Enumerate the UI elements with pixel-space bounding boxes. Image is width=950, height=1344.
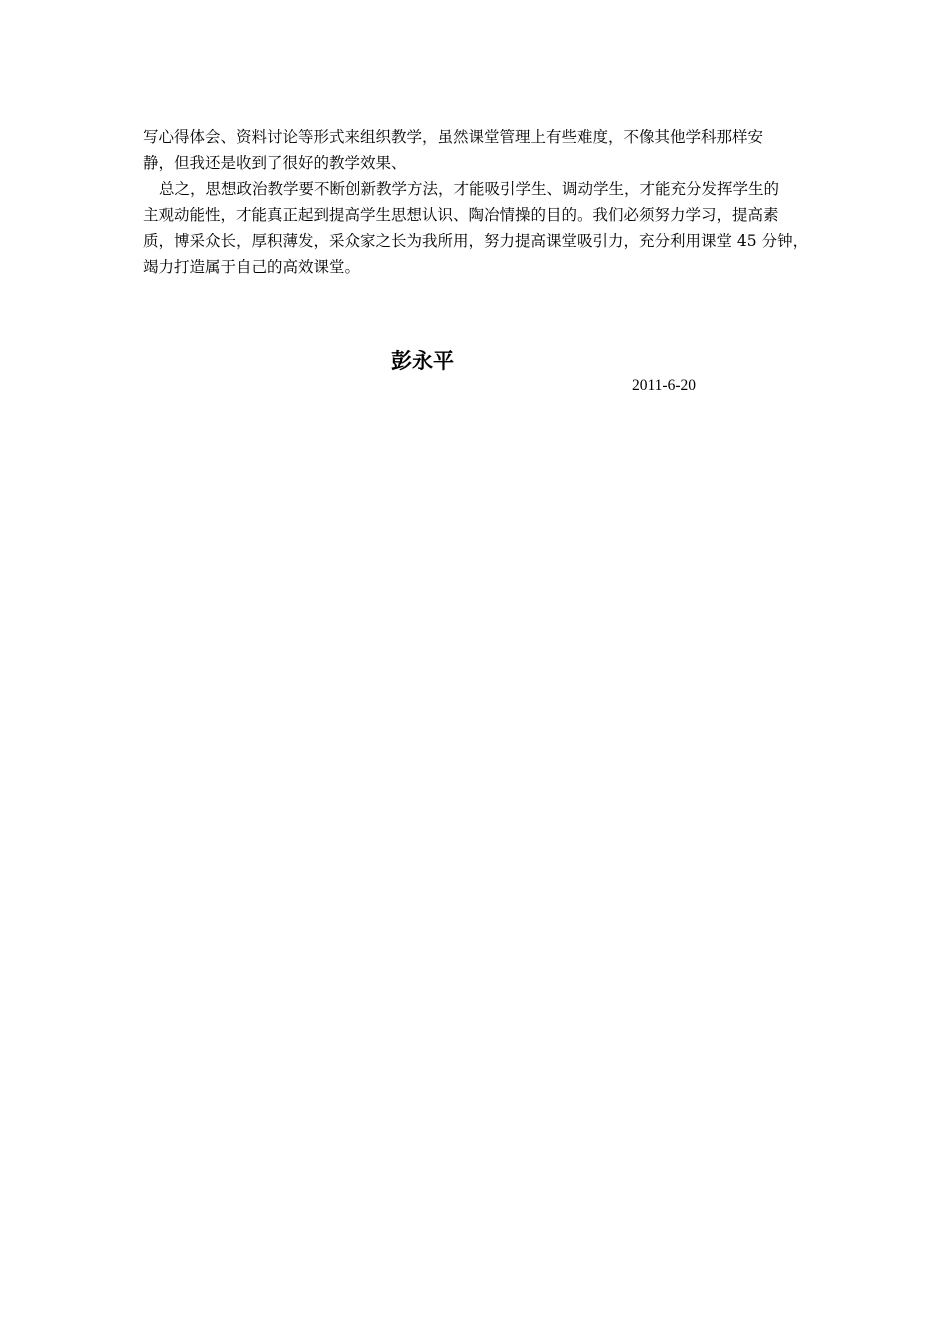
paragraph-1-line-1: 写心得体会、资料讨论等形式来组织教学，虽然课堂管理上有些难度，不像其他学科那样安 — [143, 128, 764, 146]
author-signature: 彭永平 — [391, 348, 454, 373]
paragraph-2-line-3: 质，博采众长，厚积薄发，采众家之长为我所用，努力提高课堂吸引力，充分利用课堂 45 分钟， — [143, 232, 809, 250]
document-date: 2011-6-20 — [632, 377, 696, 394]
paragraph-1-line-2: 静，但我还是收到了很好的教学效果、 — [143, 154, 407, 172]
document-body — [143, 124, 815, 280]
paragraph-2-line-1: 总之，思想政治教学要不断创新教学方法，才能吸引学生、调动学生，才能充分发挥学生的 — [159, 180, 780, 198]
paragraph-2-line-4: 竭力打造属于自己的高效课堂。 — [143, 258, 361, 276]
paragraph-2-line-2: 主观动能性，才能真正起到提高学生思想认识、陶冶情操的目的。我们必须努力学习，提高素 — [143, 206, 779, 224]
